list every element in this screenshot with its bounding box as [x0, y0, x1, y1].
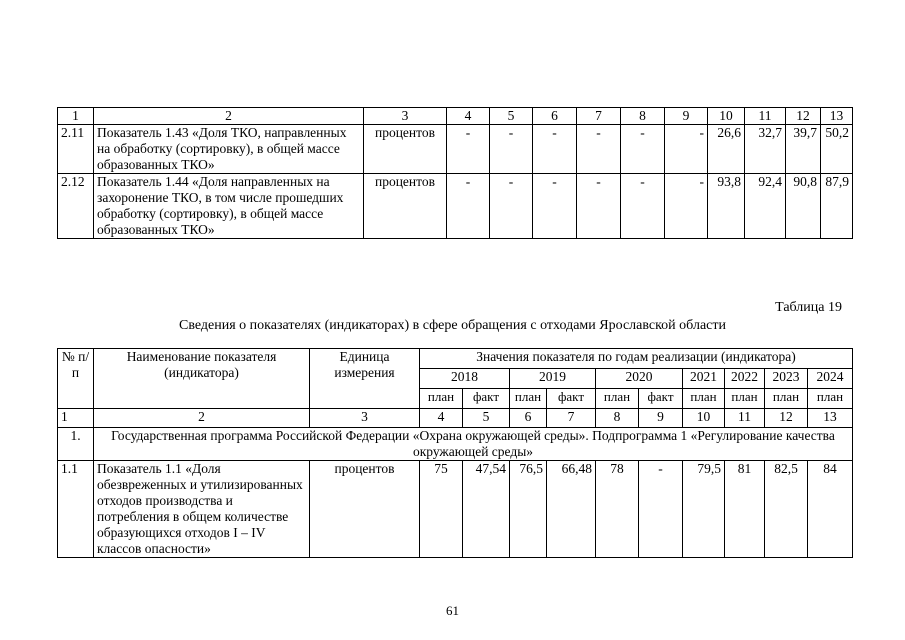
value-cell: 66,48	[547, 461, 596, 558]
section-number: 1.	[58, 428, 94, 461]
col-number: 6	[533, 108, 577, 125]
value-cell: -	[665, 125, 708, 174]
year-header: 2024	[808, 369, 853, 389]
plan-fact-header: план	[683, 389, 725, 409]
col-number: 12	[786, 108, 821, 125]
col-number: 10	[708, 108, 745, 125]
col-number: 11	[725, 409, 765, 428]
col-number: 5	[490, 108, 533, 125]
col-number: 10	[683, 409, 725, 428]
col-number: 3	[310, 409, 420, 428]
row-number: 2.11	[58, 125, 94, 174]
page-number: 61	[446, 603, 459, 618]
col-number: 5	[463, 409, 510, 428]
value-cell: -	[490, 174, 533, 239]
table-row	[58, 461, 853, 558]
year-header: 2021	[683, 369, 725, 389]
col-number: 3	[364, 108, 447, 125]
col-number: 4	[420, 409, 463, 428]
value-cell: 81	[725, 461, 765, 558]
indicators-table-19	[57, 348, 853, 558]
indicator-name: Показатель 1.1 «Доля обезвреженных и утилизированных отходов производства и потребления в общем количестве образующихся отходов I – IV классов опасности»	[94, 461, 310, 558]
plan-fact-header: план	[596, 389, 639, 409]
table-row	[58, 174, 853, 239]
header-values: Значения показателя по годам реализации (индикатора)	[420, 349, 853, 369]
col-number: 7	[577, 108, 621, 125]
row-number: 1.1	[58, 461, 94, 558]
value-cell: 79,5	[683, 461, 725, 558]
value-cell: -	[447, 125, 490, 174]
value-cell: 82,5	[765, 461, 808, 558]
value-cell: 93,8	[708, 174, 745, 239]
value-cell: -	[639, 461, 683, 558]
row-number: 2.12	[58, 174, 94, 239]
value-cell: 39,7	[786, 125, 821, 174]
col-number: 1	[58, 409, 94, 428]
indicator-name: Показатель 1.43 «Доля ТКО, направленных на обработку (сортировку), в общей массе образованных ТКО»	[94, 125, 364, 174]
column-number-row	[58, 409, 853, 428]
table-number: Таблица 19	[775, 300, 842, 315]
col-number: 6	[510, 409, 547, 428]
plan-fact-header: план	[510, 389, 547, 409]
plan-fact-header: план	[765, 389, 808, 409]
value-cell: -	[665, 174, 708, 239]
value-cell: 75	[420, 461, 463, 558]
plan-fact-header: факт	[463, 389, 510, 409]
value-cell: 50,2	[821, 125, 853, 174]
col-number: 1	[58, 108, 94, 125]
col-number: 8	[596, 409, 639, 428]
value-cell: -	[533, 125, 577, 174]
indicators-table-continued	[57, 107, 853, 239]
plan-fact-header: план	[808, 389, 853, 409]
table-row	[58, 125, 853, 174]
value-cell: 26,6	[708, 125, 745, 174]
value-cell: 47,54	[463, 461, 510, 558]
section-title: Государственная программа Российской Федерации «Охрана окружающей среды». Подпрограмма 1 «Регулирование качества окружающей среды»	[94, 428, 853, 461]
col-number: 11	[745, 108, 786, 125]
col-number: 13	[808, 409, 853, 428]
year-header: 2022	[725, 369, 765, 389]
value-cell: 32,7	[745, 125, 786, 174]
header-row	[58, 349, 853, 369]
year-header: 2019	[510, 369, 596, 389]
column-number-row	[58, 108, 853, 125]
col-number: 9	[665, 108, 708, 125]
indicator-name: Показатель 1.44 «Доля направленных на захоронение ТКО, в том числе прошедших обработку (сортировку), в общей массе образованных ТКО»	[94, 174, 364, 239]
value-cell: -	[490, 125, 533, 174]
col-number: 8	[621, 108, 665, 125]
plan-fact-header: план	[725, 389, 765, 409]
col-number: 7	[547, 409, 596, 428]
value-cell: -	[533, 174, 577, 239]
col-number: 2	[94, 108, 364, 125]
value-cell: -	[621, 174, 665, 239]
col-number: 13	[821, 108, 853, 125]
unit: процентов	[364, 174, 447, 239]
year-header: 2023	[765, 369, 808, 389]
header-unit: Единица измерения	[310, 349, 420, 409]
value-cell: -	[577, 125, 621, 174]
value-cell: 76,5	[510, 461, 547, 558]
col-number: 9	[639, 409, 683, 428]
plan-fact-header: план	[420, 389, 463, 409]
year-header: 2020	[596, 369, 683, 389]
value-cell: 90,8	[786, 174, 821, 239]
value-cell: -	[447, 174, 490, 239]
plan-fact-header: факт	[547, 389, 596, 409]
year-header: 2018	[420, 369, 510, 389]
col-number: 12	[765, 409, 808, 428]
plan-fact-header: факт	[639, 389, 683, 409]
value-cell: 78	[596, 461, 639, 558]
value-cell: -	[621, 125, 665, 174]
unit: процентов	[364, 125, 447, 174]
value-cell: 92,4	[745, 174, 786, 239]
header-number: № п/п	[58, 349, 94, 409]
unit: процентов	[310, 461, 420, 558]
col-number: 2	[94, 409, 310, 428]
value-cell: 84	[808, 461, 853, 558]
col-number: 4	[447, 108, 490, 125]
section-row	[58, 428, 853, 461]
table-title: Сведения о показателях (индикаторах) в сфере обращения с отходами Ярославской области	[179, 318, 726, 333]
header-indicator-name: Наименование показателя (индикатора)	[94, 349, 310, 409]
value-cell: 87,9	[821, 174, 853, 239]
value-cell: -	[577, 174, 621, 239]
